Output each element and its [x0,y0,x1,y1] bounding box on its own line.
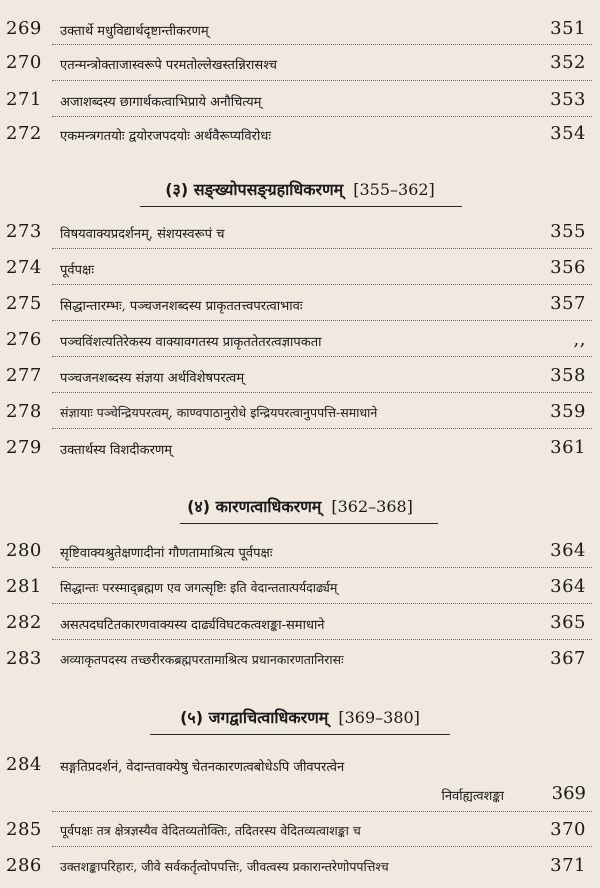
index-entry [0,291,600,319]
section-title: (३) सङ्ख्योपसङ्ग्रहाधिकरणम् [165,180,344,199]
index-entry [0,853,600,881]
entry-number: 280 [6,540,42,561]
index-entry [0,327,600,355]
entry-page: 351 [550,18,586,39]
entry-page: 367 [550,648,586,669]
row-divider [52,116,592,117]
entry-text: उक्तार्थे मधुविद्यार्थदृष्टान्तीकरणम् [60,24,209,39]
entry-text: अजाशब्दस्य छागार्थकत्वाभिप्राये अनौचित्यम् [60,95,262,110]
entry-number: 271 [6,89,42,110]
entry-continuation [0,783,600,809]
entry-text: पूर्वपक्षः तत्र क्षेत्रज्ञस्यैव वेदितव्यतोक्तिः, तदितरस्य वेदितव्यत्वाशङ्का च [60,823,361,838]
index-entry [0,574,600,602]
index-entry [0,646,600,674]
row-divider [52,248,592,249]
section-range: [355–362] [353,180,435,199]
entry-text: एतन्मन्त्रोक्ताजास्वरूपे परमतोल्लेखस्तन्निरासश्च [60,58,277,73]
entry-number: 279 [6,437,42,458]
entry-number: 275 [6,293,42,314]
entry-number: 273 [6,221,42,242]
heading-rule [140,206,462,207]
section-title: (५) जगद्वाचित्वाधिकरणम् [180,708,329,727]
entry-page: 359 [550,401,586,422]
heading-rule [150,734,450,735]
heading-rule [180,523,438,524]
entry-page: 361 [550,437,586,458]
entry-text: अव्याकृतपदस्य तच्छरीरकब्रह्मपरतामाश्रित्य प्रधानकारणतानिरासः [60,652,344,667]
entry-page: 357 [550,293,586,314]
entry-page: ,, [573,329,586,350]
index-entry [0,752,600,780]
section-range: [369–380] [338,708,420,727]
entry-page: 364 [550,540,586,561]
entry-page: 353 [550,89,586,110]
entry-text: उक्तशङ्कापरिहारः, जीवे सर्वकर्तृत्वोपपत्तिः, जीवत्वस्य प्रकारान्तरेणोपपत्तिश्च [60,859,389,874]
index-entry [0,817,600,845]
section-range: [362–368] [331,497,413,516]
entry-text: संज्ञायाः पञ्चेन्द्रियपरत्वम्, काण्वपाठानुरोधे इन्द्रियपरत्वानुपपत्ति-समाधाने [60,405,378,420]
index-entry [0,538,600,566]
entry-number: 278 [6,401,42,422]
entry-number: 283 [6,648,42,669]
row-divider [52,320,592,321]
entry-text: सिद्धान्तः परस्माद्ब्रह्मण एव जगत्सृष्टिः इति वेदान्ततात्पर्यदार्ढ्यम् [60,580,338,595]
entry-text: सिद्धान्तारम्भः, पञ्चजनशब्दस्य प्राकृततत्त्वपरत्वाभावः [60,299,303,314]
row-divider [52,284,592,285]
continuation-text: निर्वाह्यत्वशङ्का [441,789,504,804]
index-entry [0,16,600,44]
index-entry [0,50,600,78]
section-heading [0,706,600,736]
row-divider [52,811,592,812]
entry-number: 270 [6,52,42,73]
row-divider [52,428,592,429]
row-divider [52,392,592,393]
entry-page: 370 [550,819,586,840]
row-divider [52,567,592,568]
row-divider [52,44,592,45]
index-entry [0,363,600,391]
entry-text: पञ्चजनशब्दस्य संज्ञया अर्थविशेषपरत्वम् [60,371,245,386]
continuation-page: 369 [551,783,586,804]
entry-text: असत्पदघटितकारणवाक्यस्य दार्ढ्यविघटकत्वशङ्का-समाधाने [60,618,325,633]
entry-page: 354 [550,123,586,144]
entry-number: 281 [6,576,42,597]
section-heading [0,178,600,208]
entry-number: 276 [6,329,42,350]
index-entry [0,121,600,149]
index-entry [0,219,600,247]
entry-text: सङ्गतिप्रदर्शनं, वेदान्तवाक्येषु चेतनकारणत्वबोधेऽपि जीवपरत्वेन [60,760,345,775]
index-entry [0,610,600,638]
entry-page: 364 [550,576,586,597]
section-heading [0,495,600,525]
index-entry [0,399,600,427]
entry-number: 272 [6,123,42,144]
entry-text: सृष्टिवाक्यश्रुतेक्षणादीनां गौणतामाश्रित्य पूर्वपक्षः [60,546,273,561]
section-title: (४) कारणत्वाधिकरणम् [187,497,322,516]
entry-text: विषयवाक्यप्रदर्शनम्, संशयस्वरूपं च [60,227,225,242]
row-divider [52,846,592,847]
index-entry [0,255,600,283]
entry-text: एकमन्त्रगतयोः द्वयोरजपदयोः अर्थवैरूप्यविरोधः [60,129,271,144]
entry-page: 356 [550,257,586,278]
entry-number: 269 [6,18,42,39]
entry-number: 277 [6,365,42,386]
row-divider [52,639,592,640]
index-entry [0,435,600,463]
entry-page: 371 [550,855,586,876]
entry-page: 352 [550,52,586,73]
entry-number: 282 [6,612,42,633]
entry-number: 284 [6,754,42,775]
row-divider [52,603,592,604]
entry-page: 358 [550,365,586,386]
row-divider [52,356,592,357]
entry-number: 274 [6,257,42,278]
entry-number: 285 [6,819,42,840]
entry-text: पञ्चविंशत्यतिरेकस्य वाक्यावगतस्य प्राकृततेतरत्वज्ञापकता [60,335,322,350]
entry-text: उक्तार्थस्य विशदीकरणम् [60,443,173,458]
entry-number: 286 [6,855,42,876]
entry-page: 355 [550,221,586,242]
row-divider [52,80,592,81]
index-entry [0,87,600,115]
entry-text: पूर्वपक्षः [60,263,94,278]
entry-page: 365 [550,612,586,633]
